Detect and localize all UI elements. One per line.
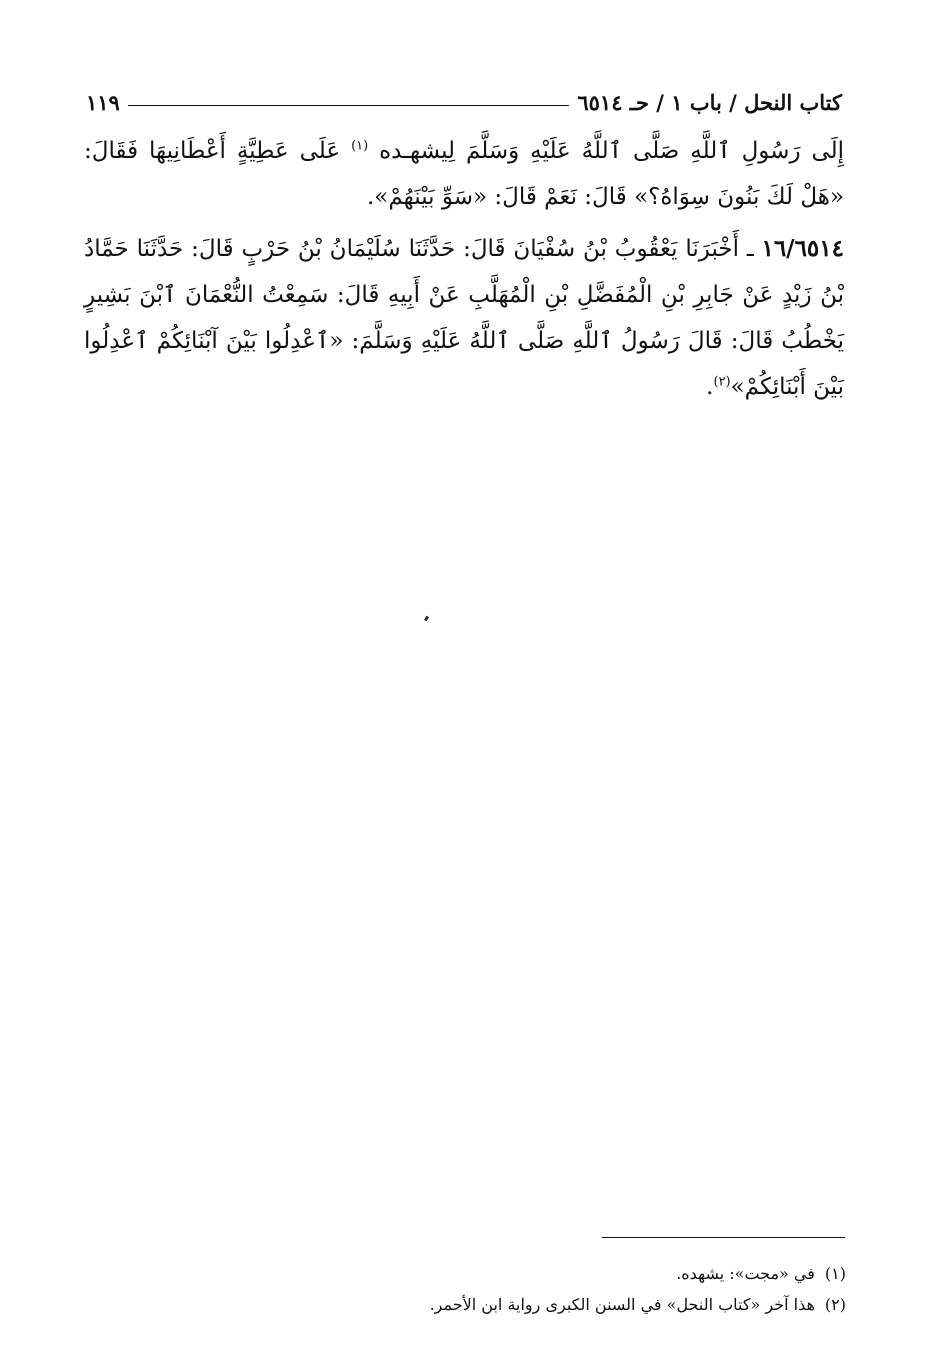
footnotes bbox=[300, 1258, 846, 1320]
footnote-1-number: (١) bbox=[824, 1264, 846, 1283]
running-header bbox=[86, 84, 842, 120]
paragraph-1 bbox=[84, 128, 844, 220]
ink-speck bbox=[424, 616, 429, 622]
footnote-2 bbox=[300, 1289, 846, 1320]
paragraph-2-text-b: . bbox=[706, 374, 714, 400]
footnote-2-text: هذا آخر «كتاب النحل» في السنن الكبرى رواية ابن الأحمر. bbox=[429, 1295, 815, 1314]
footnote-ref-2: (٢) bbox=[713, 374, 731, 390]
paragraph-2 bbox=[84, 226, 844, 410]
footnote-ref-1: (١) bbox=[351, 138, 369, 154]
footnote-2-number: (٢) bbox=[824, 1295, 846, 1314]
footnote-1 bbox=[300, 1258, 846, 1289]
paragraph-2-text-a: ـ أَخْبَرَنَا يَعْقُوبُ بْنُ سُفْيَانَ قَالَ: حَدَّثَنَا سُلَيْمَانُ بْنُ حَرْبٍ قَالَ: حَدَّثَنَا حَمَّادُ بْنُ زَيْدٍ عَنْ جَابِرِ بْنِ الْمُفَضَّلِ بْنِ الْمُهَلَّبِ عَنْ أَبِيهِ قَالَ: سَمِعْتُ النُّعْمَانَ ٱبْنَ بَشِيرٍ يَخْطُبُ قَالَ: قَالَ رَسُولُ ٱللَّهِ صَلَّى ٱللَّهُ عَلَيْهِ وَسَلَّمَ: «ٱعْدِلُوا بَيْنَ آبْنَائِكُمْ ٱعْدِلُوا بَيْنَ أَبْنَائِكُمْ» bbox=[84, 236, 844, 400]
header-title: كتاب النحل / باب ١ / حـ ٦٥١٤ bbox=[577, 89, 842, 115]
footnote-1-text: في «مجت»: يشهده. bbox=[676, 1264, 815, 1283]
paragraph-1-text-b: عَلَى عَطِيَّةٍ أَعْطَانِيهَا فَقَالَ: «هَلْ لَكَ بَنُونَ سِوَاهُ؟» قَالَ: نَعَمْ قَالَ: «سَوِّ بَيْنَهُمْ». bbox=[84, 138, 844, 210]
footnote-rule bbox=[602, 1237, 845, 1238]
main-text bbox=[84, 128, 844, 410]
hadith-number: ١٦/٦٥١٤ bbox=[761, 235, 844, 262]
header-rule bbox=[128, 105, 570, 106]
page-number: ١١٩ bbox=[86, 89, 120, 115]
paragraph-1-text-a: إِلَى رَسُولِ ٱللَّهِ صَلَّى ٱللَّهُ عَلَيْهِ وَسَلَّمَ لِيشهـده bbox=[379, 138, 845, 164]
